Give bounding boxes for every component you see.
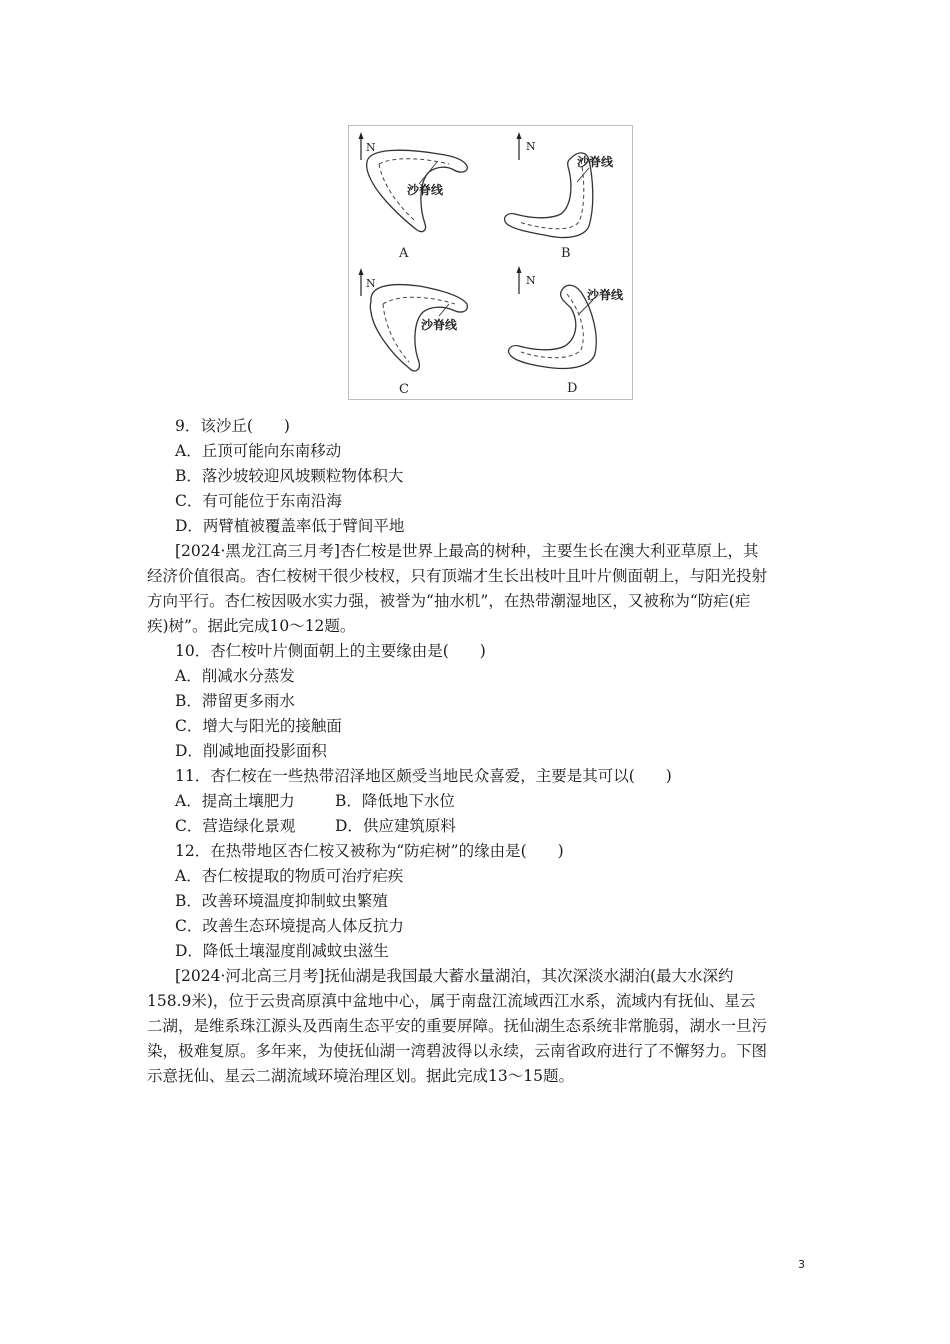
north-label-a: N: [366, 141, 376, 154]
north-label-c: N: [366, 277, 376, 290]
panel-label-a: A: [399, 246, 409, 261]
north-arrow-icon: [517, 132, 522, 139]
north-arrow-icon: [359, 268, 364, 275]
panel-d: [509, 266, 624, 396]
intro3-line-3: 二湖，是维系珠江源头及西南生态平安的重要屏障。抚仙湖生态系统非常脆弱，湖水一旦污: [147, 1017, 768, 1035]
q9-option-c: C．有可能位于东南沿海: [175, 492, 342, 510]
q9-stem: 9．该沙丘( ): [175, 417, 290, 435]
q11-option-a: A．提高土壤肥力: [175, 792, 295, 810]
intro3-line-5: 示意抚仙、星云二湖流域环境治理区划。据此完成13～15题。: [147, 1067, 574, 1085]
ridge-label-a: 沙脊线: [407, 183, 444, 197]
ridge-label-d: 沙脊线: [587, 288, 624, 302]
intro3-line-4: 染，极难复原。多年来，为使抚仙湖一湾碧波得以永续，云南省政府进行了不懈努力。下图: [147, 1042, 768, 1060]
north-arrow-icon: [359, 132, 364, 139]
page-number: 3: [798, 1258, 805, 1271]
q12-option-a: A．杏仁桉提取的物质可治疗疟疾: [175, 867, 404, 885]
intro2-line-1: [2024·黑龙江高三月考]杏仁桉是世界上最高的树种，主要生长在澳大利亚草原上，其: [175, 542, 759, 560]
q11-option-b: B．降低地下水位: [335, 792, 455, 810]
panel-label-b: B: [561, 246, 571, 261]
dune-diagram: [349, 126, 634, 401]
q10-option-a: A．削减水分蒸发: [175, 667, 295, 685]
q10-stem: 10．杏仁桉叶片侧面朝上的主要缘由是( ): [175, 642, 486, 660]
intro3-line-1: [2024·河北高三月考]抚仙湖是我国最大蓄水量湖泊，其次深淡水湖泊(最大水深约: [175, 967, 734, 985]
q10-option-d: D．削减地面投影面积: [175, 742, 327, 760]
q9-option-b: B．落沙坡较迎风坡颗粒物体积大: [175, 467, 404, 485]
panel-b: [505, 132, 614, 261]
panel-c: [359, 268, 468, 397]
north-arrow-icon: [517, 266, 522, 273]
panel-a: [359, 132, 468, 261]
q12-option-c: C．改善生态环境提高人体反抗力: [175, 917, 404, 935]
q10-option-c: C．增大与阳光的接触面: [175, 717, 342, 735]
intro2-line-2: 经济价值很高。杏仁桉树干很少枝杈，只有顶端才生长出枝叶且叶片侧面朝上，与阳光投射: [147, 567, 768, 585]
q9-option-d: D．两臂植被覆盖率低于臂间平地: [175, 517, 405, 535]
intro2-line-3: 方向平行。杏仁桉因吸水实力强，被誉为“抽水机”，在热带潮湿地区，又被称为“防疟(疟: [147, 592, 751, 610]
q12-stem: 12．在热带地区杏仁桉又被称为“防疟树”的缘由是( ): [175, 842, 564, 860]
north-label-d: N: [526, 274, 536, 287]
intro2-line-4: 疾)树”。据此完成10～12题。: [147, 617, 356, 635]
ridge-label-b: 沙脊线: [577, 155, 614, 169]
q11-stem: 11．杏仁桉在一些热带沼泽地区颇受当地民众喜爱，主要是其可以( ): [175, 767, 672, 785]
intro3-line-2: 158.9米)，位于云贵高原滇中盆地中心，属于南盘江流域西江水系，流域内有抚仙、星云: [147, 992, 756, 1010]
q11-option-c: C．营造绿化景观: [175, 817, 296, 835]
q11-option-d: D．供应建筑原料: [335, 817, 456, 835]
north-label-b: N: [526, 140, 536, 153]
q12-option-b: B．改善环境温度抑制蚊虫繁殖: [175, 892, 388, 910]
ridge-label-c: 沙脊线: [421, 318, 458, 332]
dune-figure: [348, 125, 633, 400]
q10-option-b: B．滞留更多雨水: [175, 692, 295, 710]
q12-option-d: D．降低土壤湿度削减蚊虫滋生: [175, 942, 389, 960]
panel-label-d: D: [567, 381, 578, 396]
q9-option-a: A．丘顶可能向东南移动: [175, 442, 342, 460]
panel-label-c: C: [399, 382, 409, 397]
